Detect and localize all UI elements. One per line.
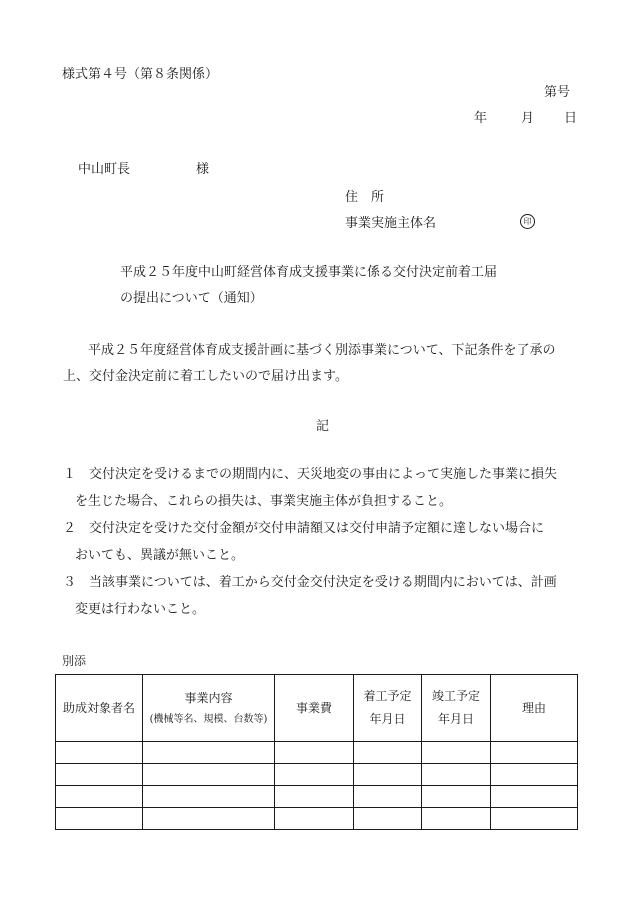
table-cell[interactable]: [422, 742, 491, 764]
seal-mark: 印: [520, 214, 535, 229]
header-start-line2: 年月日: [369, 712, 406, 726]
table-row: [56, 808, 578, 830]
header-end-date: [422, 675, 491, 742]
table-cell[interactable]: [354, 808, 422, 830]
table-cell[interactable]: [143, 786, 275, 808]
table-cell[interactable]: [143, 742, 275, 764]
condition-2-line1: ２ 交付決定を受けた交付金額が交付申請額又は交付申請予定額に達しない場合に: [63, 521, 545, 536]
table-cell[interactable]: [422, 786, 491, 808]
table-cell[interactable]: [275, 786, 354, 808]
header-start-line1: 着工予定: [363, 689, 412, 704]
condition-3-line1: ３ 当該事業については、着工から交付金交付決定を受ける期間内においては、計画: [63, 575, 557, 590]
table-cell[interactable]: [143, 764, 275, 786]
applicant-address-label: 住 所: [345, 190, 385, 205]
table-cell[interactable]: [275, 742, 354, 764]
document-title-line1: 平成２５年度中山町経営体育成支援事業に係る交付決定前着工届: [120, 265, 498, 280]
table-row: [56, 786, 578, 808]
header-content: [143, 675, 275, 742]
header-end-line2: 年月日: [437, 712, 474, 726]
ki-heading: 記: [316, 419, 330, 434]
addressee-name: 中山町長: [78, 162, 131, 177]
body-text-line2: 上、交付金決定前に着工したいので届け出ます。: [63, 369, 348, 384]
table-cell[interactable]: [56, 764, 143, 786]
table-cell[interactable]: [143, 808, 275, 830]
table-header-row: [56, 675, 578, 742]
condition-3-line2: 変更は行わないこと。: [75, 602, 206, 617]
document-title-line2: の提出について（通知）: [120, 291, 263, 306]
applicant-entity-label: 事業実施主体名: [345, 216, 437, 231]
form-number: 様式第４号（第８条関係）: [62, 67, 219, 82]
table-cell[interactable]: [56, 808, 143, 830]
header-start-date: [354, 675, 422, 742]
date-row: [474, 111, 577, 127]
date-month: 月: [521, 111, 535, 126]
table-cell[interactable]: [491, 742, 578, 764]
addressee: [78, 162, 209, 178]
project-table: [55, 674, 578, 830]
header-content-label: 事業内容: [184, 691, 233, 706]
condition-1-line1: １ 交付決定を受けるまでの期間内に、天災地変の事由によって実施した事業に損失: [63, 467, 558, 482]
table-cell[interactable]: [275, 764, 354, 786]
table-cell[interactable]: [491, 808, 578, 830]
table-cell[interactable]: [354, 786, 422, 808]
condition-2-line2: おいても、異議が無いこと。: [75, 548, 245, 563]
table-cell[interactable]: [275, 808, 354, 830]
table-cell[interactable]: [491, 764, 578, 786]
header-target: 助成対象者名: [56, 675, 143, 742]
table-cell[interactable]: [422, 764, 491, 786]
table-cell[interactable]: [56, 742, 143, 764]
table-cell[interactable]: [56, 786, 143, 808]
table-cell[interactable]: [354, 764, 422, 786]
table-cell[interactable]: [422, 808, 491, 830]
header-end-line1: 竣工予定: [431, 689, 480, 704]
table-row: [56, 742, 578, 764]
table-row: [56, 764, 578, 786]
header-content-sub: (機械等名、規模、台数等): [149, 713, 268, 725]
date-day: 日: [564, 111, 578, 126]
table-cell[interactable]: [491, 786, 578, 808]
table-cell[interactable]: [354, 742, 422, 764]
header-reason: 理由: [491, 675, 578, 742]
attachment-label: 別添: [62, 654, 87, 668]
date-year: 年: [474, 111, 488, 126]
document-number: 第号: [543, 85, 570, 100]
condition-1-line2: を生じた場合、これらの損失は、事業実施主体が負担すること。: [75, 494, 453, 509]
body-text-line1: 平成２５年度経営体育成支援計画に基づく別添事業について、下記条件を了承の: [88, 343, 556, 358]
header-cost: 事業費: [275, 675, 354, 742]
addressee-honorific: 様: [196, 162, 210, 177]
